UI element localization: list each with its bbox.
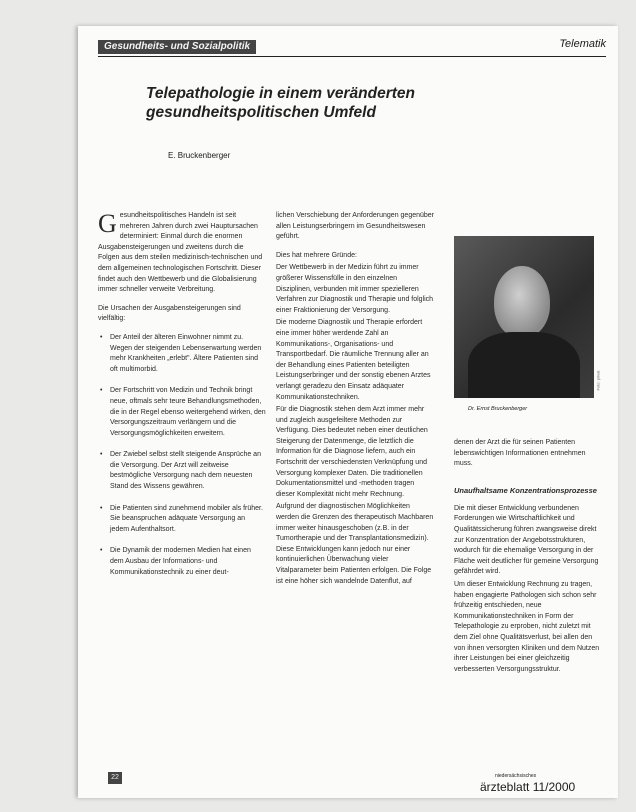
column-2 [276, 211, 434, 595]
paragraph: denen der Arzt die für seinen Patienten lebenswichtigen Informationen entnehmen muss. [454, 439, 586, 468]
intro-text: esundheitspolitisches Handeln ist seit mehreren Jahren durch zwei Hauptursachen determiniert: Einmal durch die enormen Ausgabensteigerungen und zweitens durch die Folgen aus dem steilen medizinisch-technischen und dem allgemeinen technologischen Fortschritt. Dieser findet auch den Wettbewerb und die Globalisierung immer schneller verweite Verbreitung. [98, 212, 263, 294]
paragraph: Die Ursachen der Ausgabensteigerungen sind vielfältig: [98, 304, 241, 323]
column-3 [454, 438, 604, 683]
photo-suit [468, 332, 580, 398]
photo-face [494, 266, 550, 338]
magazine-name: ärzteblatt [480, 780, 530, 794]
subheading: Unaufhaltsame Konzentrationsprozesse [454, 485, 597, 495]
list-item: • Der Fortschritt von Medizin und Technik bringt neue, oftmals sehr teure Behandlungsmethoden, die in der Regel ebenso weitergehend wirken, den Versorgungszeitraum verlängern und die Versorgungsmöglichkeiten erweitern. [98, 386, 266, 439]
photo-credit: Foto: privat [595, 370, 601, 391]
article-title: Telepathologie in einem veränderten gesundheitspolitischen Umfeld [146, 85, 416, 121]
list-item: • Der Zwiebel selbst stellt steigende Ansprüche an die Versorgung. Der Arzt will zeitweise bestmögliche Versorgung nach dem neuesten Stand des Wissens gewähren. [98, 450, 266, 492]
photo-caption: Dr. Ernst Bruckenberger [468, 406, 528, 412]
author-photo [454, 236, 594, 398]
paragraph: Der Wettbewerb in der Medizin führt zu immer größerer Wissensfülle in den einzelnen Disziplinen, verbunden mit immer spezielleren Verfahren zur Diagnostik und Therapie und folglich einer Fraktionierung der Versorgung. [276, 264, 434, 314]
document-page [78, 26, 618, 798]
paragraph: Für die Diagnostik stehen dem Arzt immer mehr und zugleich ausgefeiltere Methoden zur Verfügung. Dies bedeutet neben einer deutlichen Steigerung der Datenmenge, die letztlich die Information für die Diagnose liefern, auch ein Fortschritt der verschiedensten Verknüpfung und Versorgung komplexer Daten. Die traditionellen Dokumentationsmittel und -methoden tragen dieser Komplexität nicht mehr Rechnung. [276, 406, 428, 498]
paragraph: Um dieser Entwicklung Rechnung zu tragen, haben engagierte Pathologen sich schon sehr frühzeitig entschieden, neue Kommunikationstechniken in Form der Telepathologie zu erproben, nicht zuletzt mit dem Ziel ohne Qualitätsverlust, bei allen den von ihnen versorgten Kliniken und dem Nutzen ihrer Leistungen bei einer gleichzeitig verbesserten Versorgungsstruktur. [454, 580, 600, 673]
list-item: • Der Anteil der älteren Einwohner nimmt zu. Wegen der steigenden Lebenserwartung werden mehr Krankheiten „erlebt". Ältere Patienten sind oft multimorbid. [98, 333, 266, 375]
column-1 [98, 211, 266, 589]
paragraph: lichen Verschiebung der Anforderungen gegenüber allen Leistungserbringern im Gesundheitswesen geführt. [276, 212, 435, 241]
list-item: • Die Dynamik der modernen Medien hat einen dem Ausbau der Informations- und Kommunikationstechnik zu einer deut- [98, 546, 266, 578]
paragraph: Die moderne Diagnostik und Therapie erfordert eine immer höher werdende Zahl an Kommunikations-, Organisations- und Transportbedarf. Die räumliche Trennung aller an der Behandlung eines Patienten beteiligten Leistungserbringer und der sonstig ebenen Arztes verlangt geradezu den Einsatz adäquater Kommunikationstechniken. [276, 319, 431, 401]
page-number: 22 [108, 772, 122, 784]
list-item: • Die Patienten sind zunehmend mobiler als früher. Sie beanspruchen adäquate Versorgung an jedem Aufenthaltsort. [98, 504, 266, 536]
cause-list [98, 333, 266, 578]
article-author: E. Bruckenberger [168, 151, 231, 160]
intro-paragraph [98, 211, 266, 296]
topic-label: Telematik [559, 38, 606, 50]
drop-cap: G [98, 209, 117, 238]
magazine-masthead [480, 780, 575, 794]
paragraph: Dies hat mehrere Gründe: [276, 251, 357, 259]
magazine-prefix: niedersächsisches [495, 773, 537, 779]
magazine-issue: 11/2000 [532, 780, 576, 794]
paragraph: Die mit dieser Entwicklung verbundenen Forderungen wie Wirtschaftlichkeit und Qualitätssicherung führen zwangsweise direkt zur Konzentration der Angebotsstrukturen, wodurch für die ehemalige Versorgung in der Fläche weit deutlicher für gemeine Versorgung gefährdet wird. [454, 504, 599, 576]
paragraph: Aufgrund der diagnostischen Möglichkeiten werden die Grenzen des therapeutisch Machbaren immer weiter hinausgeschoben (z.B. in der Tumortherapie und der Transplantationsmedizin). Diese Entwicklungen kann jedoch nur einer kontinuierlichen Überwachung vieler Vitalparameter beim Patienten erfolgen. Die Folge ist eine höher sich wandelnde Datenflut, auf [276, 503, 434, 585]
section-label: Gesundheits- und Sozialpolitik [98, 40, 256, 54]
